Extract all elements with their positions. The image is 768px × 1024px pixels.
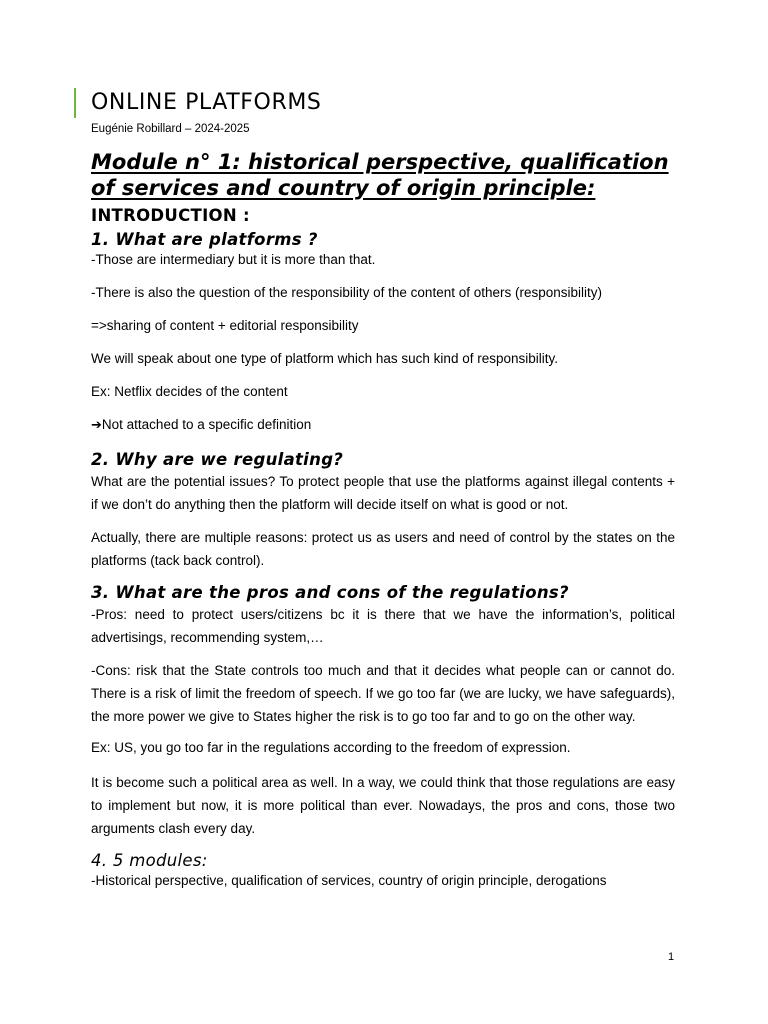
right-arrow-icon: ➔ [91, 418, 102, 433]
paragraph: Ex: Netflix decides of the content [91, 384, 288, 399]
section-1-heading: 1. What are platforms ? [91, 230, 318, 249]
section-1-body [91, 250, 675, 436]
introduction-heading: INTRODUCTION : [91, 206, 250, 225]
paragraph: Actually, there are multiple reasons: protect us as users and need of control by the states on the platforms (tack back control). [91, 530, 675, 568]
author-line: Eugénie Robillard – 2024-2025 [91, 123, 250, 135]
section-3-heading: 3. What are the pros and cons of the regulations? [91, 583, 569, 602]
paragraph: -There is also the question of the responsibility of the content of others (responsibility) [91, 285, 603, 300]
paragraph: What are the potential issues? To protect people that use the platforms against illegal contents + if we don’t do anything then the platform will decide itself on what is good or not. [91, 474, 675, 512]
section-2-heading: 2. Why are we regulating? [91, 450, 344, 469]
section-4-heading: 4. 5 modules: [91, 851, 208, 870]
section-4-body [91, 871, 675, 891]
paragraph: Ex: US, you go too far in the regulations according to the freedom of expression. [91, 740, 571, 755]
section-3-body [91, 603, 675, 840]
paragraph: =>sharing of content + editorial responsibility [91, 318, 359, 333]
paragraph: -Those are intermediary but it is more than that. [91, 252, 376, 267]
paragraph-text: Not attached to a specific definition [101, 417, 312, 432]
page-number: 1 [668, 951, 675, 963]
paragraph-with-arrow [91, 415, 675, 436]
paragraph: -Historical perspective, qualification of services, country of origin principle, derogations [91, 873, 607, 888]
document-body [91, 150, 675, 904]
paragraph: -Cons: risk that the State controls too much and that it decides what people can or cannot do. There is a risk of limit the freedom of speech. If we go too far (we are lucky, we have safeguards), the more power we give to States higher the risk is to go too far and to go on the other way. [91, 663, 675, 724]
section-2-body [91, 470, 675, 572]
paragraph: We will speak about one type of platform which has such kind of responsibility. [91, 351, 558, 366]
paragraph: -Pros: need to protect users/citizens bc it is there that we have the information’s, political advertisings, recommending system,… [91, 607, 675, 645]
document-title: ONLINE PLATFORMS [74, 88, 321, 118]
paragraph: It is become such a political area as well. In a way, we could think that those regulations are easy to implement but now, it is more political than ever. Nowadays, the pros and cons, those two arguments clash every day. [91, 775, 675, 836]
module-title: Module n° 1: historical perspective, qualification of services and country of origin principle: [91, 150, 669, 200]
